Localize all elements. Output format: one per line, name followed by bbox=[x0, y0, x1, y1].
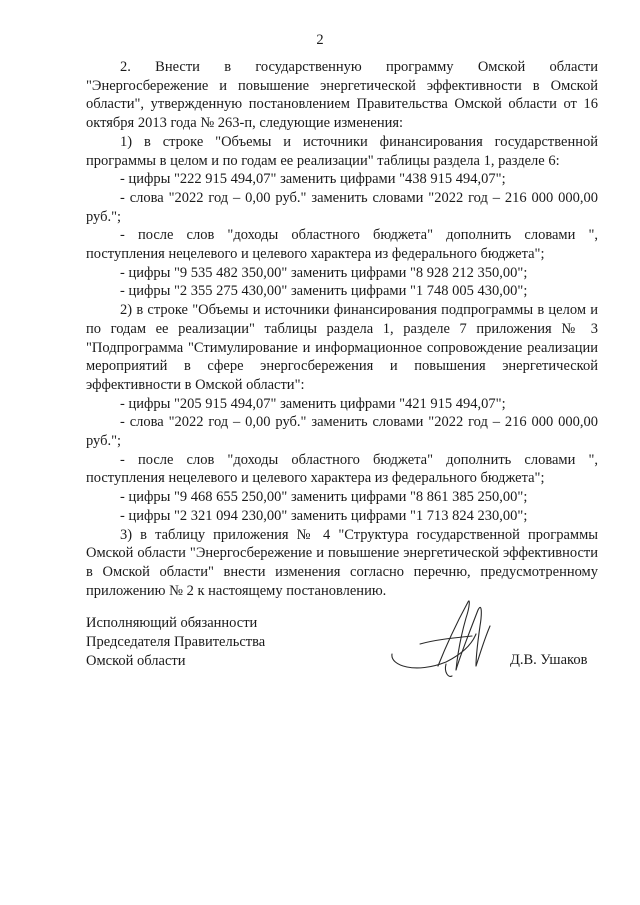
change-line: - цифры "2 321 094 230,00" заменить цифрами "1 713 824 230,00"; bbox=[120, 507, 528, 524]
subitem-1: 1) в строке "Объемы и источники финансирования государственной программы в целом и по годам ее реализации" таблицы раздела 1, разделе 6: bbox=[86, 133, 598, 169]
subitem-2: 2) в строке "Объемы и источники финансирования подпрограммы в целом и по годам ее реализации" таблицы раздела 1, разделе 7 приложения № 3 "Подпрограмма "Стимулирование и информационное сопровождение реализации мероприятий в сфере энергосбережения и повышения энергетической эффективности в Омской области": bbox=[86, 302, 598, 393]
signer-name: Д.В. Ушаков bbox=[510, 652, 588, 668]
change-line: - слова "2022 год – 0,00 руб." заменить словами "2022 год – 216 000 000,00 руб."; bbox=[86, 414, 598, 450]
change-line: - после слов "доходы областного бюджета" дополнить словами ", поступления нецелевого и целевого характера из федерального бюджета"; bbox=[86, 227, 598, 263]
change-line: - слова "2022 год – 0,00 руб." заменить словами "2022 год – 216 000 000,00 руб."; bbox=[86, 189, 598, 225]
signatory-title bbox=[86, 614, 306, 671]
change-line: - цифры "222 915 494,07" заменить цифрами "438 915 494,07"; bbox=[120, 171, 506, 188]
signatory-title-line: Председателя Правительства bbox=[86, 634, 266, 650]
page-number: 2 bbox=[316, 32, 324, 48]
change-line: - цифры "9 468 655 250,00" заменить цифрами "8 861 385 250,00"; bbox=[120, 489, 528, 506]
change-line: - цифры "205 915 494,07" заменить цифрами "421 915 494,07"; bbox=[120, 395, 506, 412]
change-line: - цифры "2 355 275 430,00" заменить цифрами "1 748 005 430,00"; bbox=[120, 283, 528, 300]
signatory-title-line: Омской области bbox=[86, 653, 186, 669]
signatory-title-line: Исполняющий обязанности bbox=[86, 615, 258, 631]
change-line: - после слов "доходы областного бюджета" дополнить словами ", поступления нецелевого и целевого характера из федерального бюджета"; bbox=[86, 451, 598, 487]
handwritten-signature bbox=[386, 596, 498, 688]
paragraph-item-2: 2. Внести в государственную программу Омской области "Энергосбережение и повышение энергетической эффективности в Омской области", утвержденную постановлением Правительства Омской области от 16 октября 2013 года № 263-п, следующие изменения: bbox=[86, 59, 598, 132]
change-line: - цифры "9 535 482 350,00" заменить цифрами "8 928 212 350,00"; bbox=[120, 264, 528, 281]
subitem-3: 3) в таблицу приложения № 4 "Структура государственной программы Омской области "Энергосбережение и повышение энергетической эффективности в Омской области" внести изменения согласно перечню, предусмотренному приложению № 2 к настоящему постановлению. bbox=[86, 526, 598, 599]
document-body bbox=[86, 58, 598, 600]
